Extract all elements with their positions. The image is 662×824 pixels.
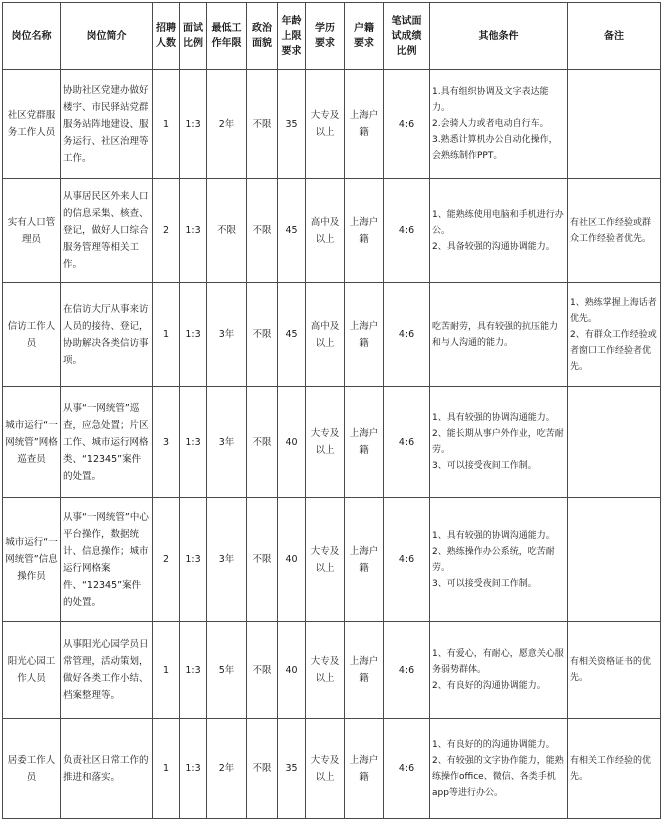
cell-other	[430, 622, 568, 719]
other-line: 1、具有较强的协调沟通能力。	[432, 413, 555, 423]
other-line: 1、有良好的的沟通协调能力。	[432, 739, 555, 750]
cell-note	[568, 719, 661, 819]
cell-note	[568, 70, 661, 179]
table-row	[3, 387, 661, 498]
cell-years: 3年	[207, 387, 247, 498]
header-politics: 政治 面貌	[247, 3, 278, 70]
cell-intro: 从事“一网统管”中心平台操作，数据统计、信息操作；城市运行网格案件、“12345”案件的处置。	[61, 498, 153, 622]
cell-years: 不限	[207, 179, 247, 283]
header-other: 其他条件	[430, 3, 568, 70]
cell-edu: 高中及以上	[306, 179, 345, 283]
header-count: 招聘 人数	[153, 3, 180, 70]
cell-intro: 从事阳光心园学员日常管理，活动策划，做好各类工作小结、档案整理等。	[61, 622, 153, 719]
cell-huji: 上海户籍	[345, 179, 384, 283]
header-score: 笔试面 试成绩 比例	[384, 3, 430, 70]
cell-huji: 上海户籍	[345, 70, 384, 179]
cell-count: 1	[153, 283, 180, 387]
other-line: 3.熟悉计算机办公自动化操作，会熟练制作PPT。	[432, 135, 558, 161]
cell-score: 4:6	[384, 719, 430, 819]
cell-edu: 大专及以上	[306, 622, 345, 719]
other-line: 2、具备较强的沟通协调能力。	[432, 241, 555, 252]
note-line: 有社区工作经验或群众工作经验者优先。	[570, 217, 652, 244]
cell-ratio: 1:3	[180, 622, 207, 719]
cell-politics: 不限	[247, 622, 278, 719]
header-intro: 岗位简介	[61, 3, 153, 70]
cell-age: 35	[278, 70, 306, 179]
header-ratio: 面试 比例	[180, 3, 207, 70]
cell-other	[430, 283, 568, 387]
cell-age: 45	[278, 179, 306, 283]
cell-other	[430, 719, 568, 819]
cell-note	[568, 622, 661, 719]
cell-intro: 协助社区党建办做好楼宇、市民驿站党群服务站阵地建设、服务运行、社区治理等工作。	[61, 70, 153, 179]
note-line: 1、熟练掌握上海话者优先。	[570, 297, 657, 324]
cell-other	[430, 498, 568, 622]
cell-other	[430, 387, 568, 498]
cell-name: 城市运行“一网统管”信息操作员	[3, 498, 61, 622]
cell-ratio: 1:3	[180, 719, 207, 819]
cell-count: 1	[153, 70, 180, 179]
cell-ratio: 1:3	[180, 387, 207, 498]
cell-age: 40	[278, 387, 306, 498]
other-line: 1.具有组织协调及文字表达能力。	[432, 87, 549, 113]
note-line: 有相关工作经验的优先。	[570, 755, 652, 782]
cell-age: 40	[278, 622, 306, 719]
table-row	[3, 498, 661, 622]
cell-intro: 在信访大厅从事来访人员的接待、登记，协助解决各类信访事项。	[61, 283, 153, 387]
other-line: 1、能熟练使用电脑和手机进行办公。	[432, 209, 564, 236]
cell-years: 5年	[207, 622, 247, 719]
header-note: 备注	[568, 3, 661, 70]
cell-name: 阳光心园工作人员	[3, 622, 61, 719]
cell-huji: 上海户籍	[345, 498, 384, 622]
cell-score: 4:6	[384, 387, 430, 498]
cell-politics: 不限	[247, 719, 278, 819]
cell-score: 4:6	[384, 498, 430, 622]
cell-note	[568, 498, 661, 622]
header-age: 年龄 上限 要求	[278, 3, 306, 70]
other-line: 2.会骑人力或者电动自行车。	[432, 119, 549, 129]
cell-edu: 大专及以上	[306, 387, 345, 498]
cell-huji: 上海户籍	[345, 387, 384, 498]
cell-intro: 从事居民区外来人口的信息采集、核查、登记，做好人口综合服务管理等相关工作。	[61, 179, 153, 283]
note-line: 有相关资格证书的优先。	[570, 657, 652, 683]
cell-politics: 不限	[247, 70, 278, 179]
cell-politics: 不限	[247, 179, 278, 283]
job-positions-table	[2, 2, 661, 819]
table-row	[3, 622, 661, 719]
note-line: 2、有群众工作经验或者窗口工作经验者优先。	[570, 329, 657, 372]
job-table-wrapper	[2, 2, 661, 819]
cell-age: 40	[278, 498, 306, 622]
cell-score: 4:6	[384, 179, 430, 283]
cell-years: 2年	[207, 719, 247, 819]
cell-score: 4:6	[384, 283, 430, 387]
cell-ratio: 1:3	[180, 70, 207, 179]
other-line: 3、可以接受夜间工作制。	[432, 461, 537, 471]
cell-politics: 不限	[247, 498, 278, 622]
cell-name: 居委工作人员	[3, 719, 61, 819]
cell-politics: 不限	[247, 283, 278, 387]
cell-name: 社区党群服务工作人员	[3, 70, 61, 179]
other-line: 2、有较强的文字协作能力，能熟练操作office、微信、各类手机app等进行办公。	[432, 755, 564, 798]
cell-ratio: 1:3	[180, 179, 207, 283]
table-row	[3, 179, 661, 283]
other-line: 1、有爱心，有耐心，愿意关心服务弱势群体。	[432, 649, 564, 675]
cell-count: 1	[153, 719, 180, 819]
cell-other	[430, 179, 568, 283]
cell-count: 1	[153, 622, 180, 719]
header-huji: 户籍 要求	[345, 3, 384, 70]
cell-note	[568, 179, 661, 283]
cell-edu: 大专及以上	[306, 498, 345, 622]
cell-note	[568, 283, 661, 387]
cell-years: 3年	[207, 498, 247, 622]
other-line: 2、有良好的沟通协调能力。	[432, 681, 546, 691]
cell-count: 2	[153, 498, 180, 622]
cell-note	[568, 387, 661, 498]
cell-intro: 从事“一网统管”巡查，应急处置；片区工作、城市运行网格类、“12345”案件的处置。	[61, 387, 153, 498]
cell-name: 信访工作人员	[3, 283, 61, 387]
cell-edu: 高中及以上	[306, 283, 345, 387]
header-name: 岗位名称	[3, 3, 61, 70]
cell-other	[430, 70, 568, 179]
cell-huji: 上海户籍	[345, 719, 384, 819]
other-line: 吃苦耐劳，具有较强的抗压能力和与人沟通的能力。	[432, 321, 559, 348]
header-years: 最低工 作年限	[207, 3, 247, 70]
table-row	[3, 283, 661, 387]
cell-age: 35	[278, 719, 306, 819]
cell-count: 2	[153, 179, 180, 283]
other-line: 1、具有较强的协调沟通能力。	[432, 530, 555, 541]
cell-count: 3	[153, 387, 180, 498]
cell-years: 2年	[207, 70, 247, 179]
cell-ratio: 1:3	[180, 498, 207, 622]
other-line: 2、能长期从事户外作业，吃苦耐劳。	[432, 429, 564, 455]
cell-ratio: 1:3	[180, 283, 207, 387]
table-row	[3, 719, 661, 819]
table-row	[3, 70, 661, 179]
header-row	[3, 3, 661, 70]
cell-intro: 负责社区日常工作的推进和落实。	[61, 719, 153, 819]
cell-edu: 大专及以上	[306, 70, 345, 179]
cell-score: 4:6	[384, 622, 430, 719]
cell-huji: 上海户籍	[345, 622, 384, 719]
cell-huji: 上海户籍	[345, 283, 384, 387]
cell-name: 城市运行“一网统管”网格巡查员	[3, 387, 61, 498]
cell-age: 45	[278, 283, 306, 387]
cell-edu: 大专及以上	[306, 719, 345, 819]
cell-politics: 不限	[247, 387, 278, 498]
cell-score: 4:6	[384, 70, 430, 179]
cell-years: 3年	[207, 283, 247, 387]
cell-name: 实有人口管理员	[3, 179, 61, 283]
other-line: 2、熟练操作办公系统，吃苦耐劳。	[432, 546, 555, 573]
header-edu: 学历 要求	[306, 3, 345, 70]
other-line: 3、可以接受夜间工作制。	[432, 578, 537, 589]
